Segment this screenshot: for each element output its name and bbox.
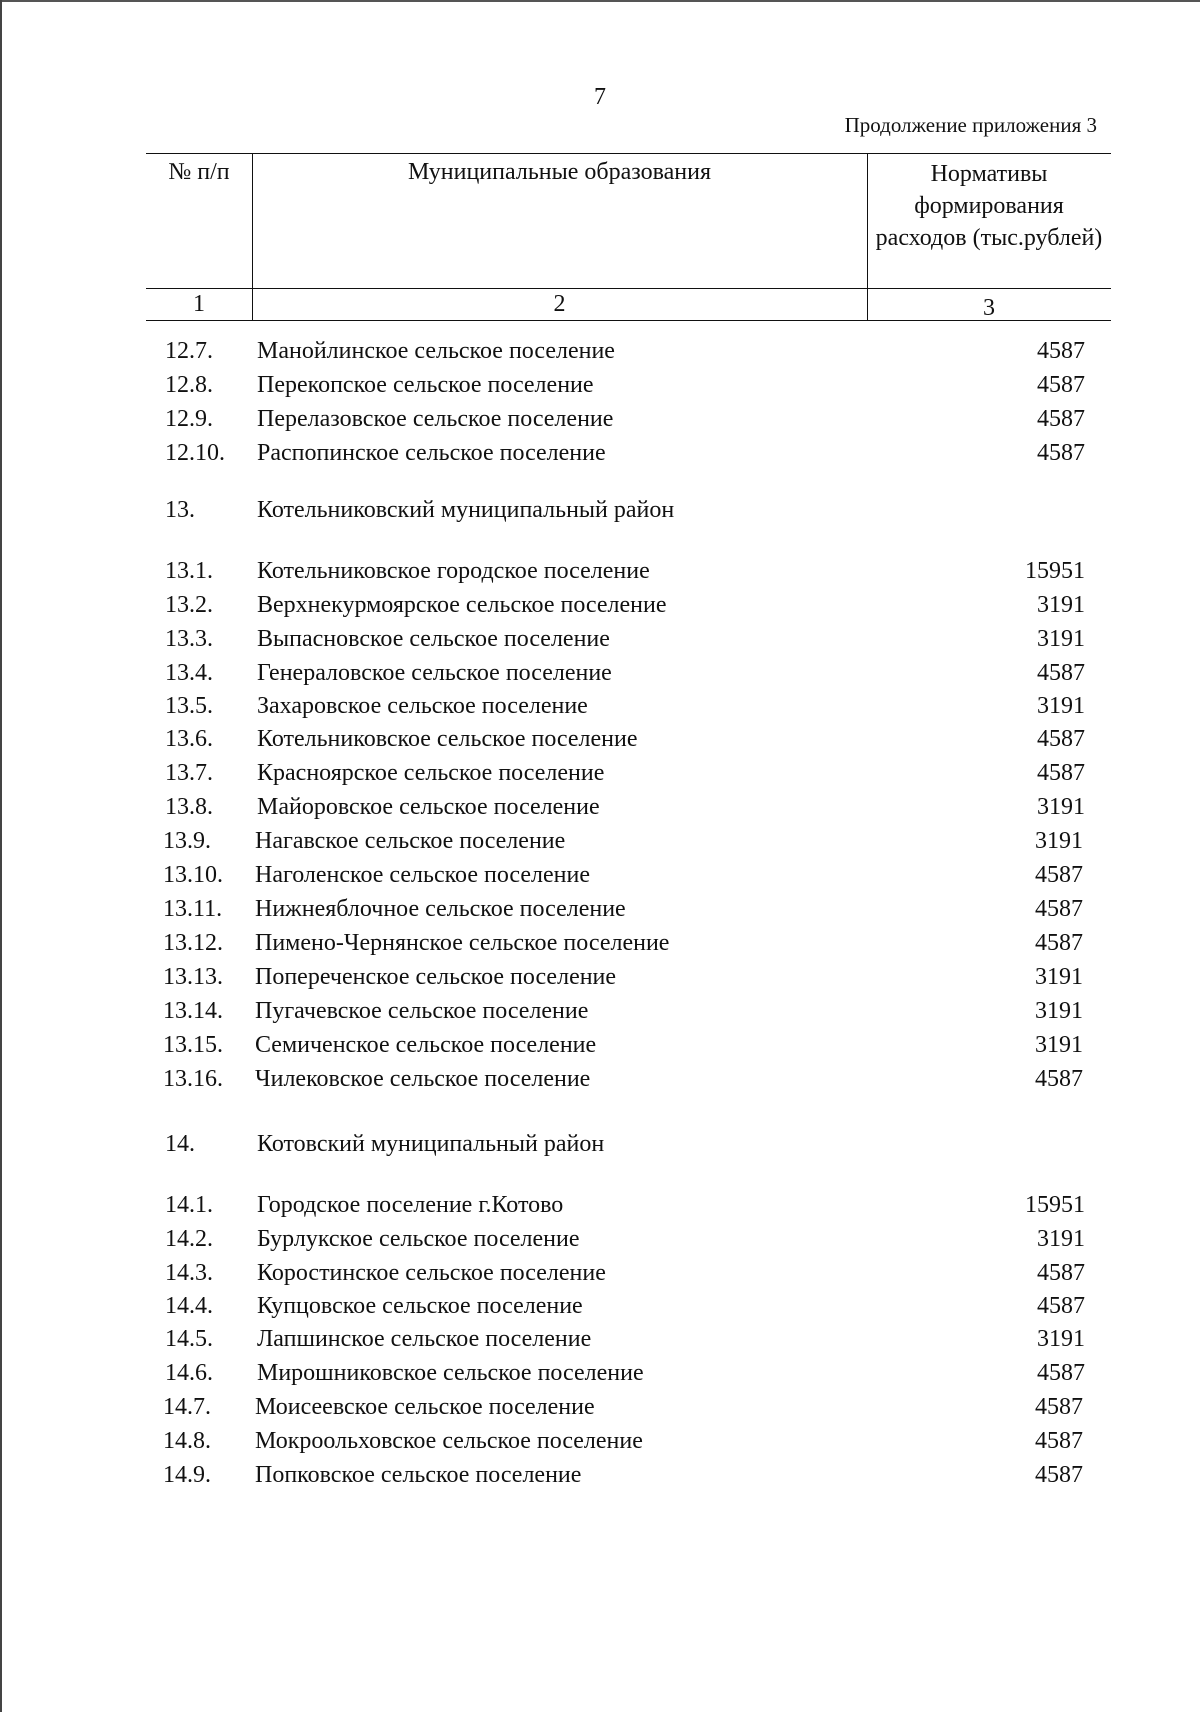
table-row xyxy=(165,757,1085,789)
row-municipality-name: Захаровское сельское поселение xyxy=(257,693,588,719)
row-norm-value: 4587 xyxy=(1035,1428,1083,1454)
table-row xyxy=(163,927,1083,959)
row-municipality-name: Перекопское сельское поселение xyxy=(257,372,594,398)
table-row xyxy=(163,1425,1083,1457)
row-number: 13. xyxy=(165,497,195,523)
table-row xyxy=(165,623,1085,655)
row-norm-value: 4587 xyxy=(1035,896,1083,922)
row-norm-value: 4587 xyxy=(1037,726,1085,752)
table-row xyxy=(165,555,1085,587)
row-municipality-name: Лапшинское сельское поселение xyxy=(257,1326,592,1352)
table-row xyxy=(163,1391,1083,1423)
row-norm-value: 15951 xyxy=(1025,558,1085,584)
table-row xyxy=(165,1357,1085,1389)
row-number: 14.7. xyxy=(163,1394,211,1420)
table-row xyxy=(165,690,1085,722)
row-number: 14.9. xyxy=(163,1462,211,1488)
row-number: 13.4. xyxy=(165,660,213,686)
row-number: 13.13. xyxy=(163,964,223,990)
table-row xyxy=(165,1189,1085,1221)
table-row xyxy=(165,657,1085,689)
row-municipality-name: Купцовское сельское поселение xyxy=(257,1293,583,1319)
row-number: 13.5. xyxy=(165,693,213,719)
row-norm-value: 4587 xyxy=(1037,1360,1085,1386)
header-col-norms: Нормативы формирования расходов (тыс.рублей) xyxy=(875,161,1103,251)
table-row xyxy=(165,1323,1085,1355)
row-municipality-name: Попереченское сельское поселение xyxy=(255,964,617,990)
row-municipality-name: Семиченское сельское поселение xyxy=(255,1032,597,1058)
table-row xyxy=(165,723,1085,755)
row-municipality-name: Котельниковское сельское поселение xyxy=(257,726,638,752)
table-row xyxy=(165,369,1085,401)
row-municipality-name: Бурлукское сельское поселение xyxy=(257,1226,580,1252)
row-norm-value: 3191 xyxy=(1037,592,1085,618)
row-municipality-name: Наголенское сельское поселение xyxy=(255,862,590,888)
table-row xyxy=(165,1223,1085,1255)
appendix-note: Продолжение приложения 3 xyxy=(844,113,1097,137)
row-municipality-name: Красноярское сельское поселение xyxy=(257,760,605,786)
row-norm-value: 4587 xyxy=(1035,1066,1083,1092)
row-number: 13.12. xyxy=(163,930,223,956)
row-norm-value: 4587 xyxy=(1037,1260,1085,1286)
header-index-1: 1 xyxy=(193,291,205,317)
row-number: 12.8. xyxy=(165,372,213,398)
row-norm-value: 4587 xyxy=(1035,1462,1083,1488)
row-norm-value: 3191 xyxy=(1035,828,1083,854)
row-number: 14.4. xyxy=(165,1293,213,1319)
row-norm-value: 3191 xyxy=(1037,1326,1085,1352)
header-index-3: 3 xyxy=(983,295,995,321)
row-municipality-name: Моисеевское сельское поселение xyxy=(255,1394,595,1420)
row-norm-value: 4587 xyxy=(1035,862,1083,888)
row-municipality-name: Майоровское сельское поселение xyxy=(257,794,600,820)
row-number: 14.6. xyxy=(165,1360,213,1386)
table-row xyxy=(163,1063,1083,1095)
row-municipality-name: Перелазовское сельское поселение xyxy=(257,406,614,432)
row-number: 14.8. xyxy=(163,1428,211,1454)
row-municipality-name: Нагавское сельское поселение xyxy=(255,828,566,854)
row-norm-value: 3191 xyxy=(1037,1226,1085,1252)
table-row xyxy=(165,494,1085,526)
row-number: 14.2. xyxy=(165,1226,213,1252)
row-municipality-name: Попковское сельское поселение xyxy=(255,1462,582,1488)
row-norm-value: 4587 xyxy=(1037,1293,1085,1319)
row-municipality-name: Чилековское сельское поселение xyxy=(255,1066,591,1092)
row-municipality-name: Городское поселение г.Котово xyxy=(257,1192,564,1218)
table-row xyxy=(165,791,1085,823)
row-municipality-name: Манойлинское сельское поселение xyxy=(257,338,615,364)
row-norm-value: 4587 xyxy=(1037,338,1085,364)
table-row xyxy=(165,403,1085,435)
header-col-number: № п/п xyxy=(168,159,230,185)
row-norm-value: 4587 xyxy=(1037,760,1085,786)
header-col-municipality: Муниципальные образования xyxy=(408,159,711,185)
row-number: 13.15. xyxy=(163,1032,223,1058)
row-municipality-name: Верхнекурмоярское сельское поселение xyxy=(257,592,667,618)
row-number: 12.10. xyxy=(165,440,225,466)
row-municipality-name: Выпасновское сельское поселение xyxy=(257,626,610,652)
row-norm-value: 4587 xyxy=(1037,372,1085,398)
row-municipality-name: Котовский муниципальный район xyxy=(257,1131,605,1157)
table-row xyxy=(163,825,1083,857)
table-row xyxy=(163,1029,1083,1061)
table-row xyxy=(163,1459,1083,1491)
row-municipality-name: Пимено-Чернянское сельское поселение xyxy=(255,930,670,956)
row-norm-value: 3191 xyxy=(1037,794,1085,820)
table-row xyxy=(163,995,1083,1027)
row-norm-value: 4587 xyxy=(1035,1394,1083,1420)
row-norm-value: 3191 xyxy=(1035,964,1083,990)
table-row xyxy=(163,859,1083,891)
row-municipality-name: Котельниковское городское поселение xyxy=(257,558,650,584)
table-row xyxy=(163,961,1083,993)
row-number: 14.3. xyxy=(165,1260,213,1286)
row-municipality-name: Мирошниковское сельское поселение xyxy=(257,1360,644,1386)
row-norm-value: 4587 xyxy=(1035,930,1083,956)
row-norm-value: 3191 xyxy=(1035,1032,1083,1058)
row-number: 14. xyxy=(165,1131,195,1157)
row-norm-value: 15951 xyxy=(1025,1192,1085,1218)
row-number: 13.8. xyxy=(165,794,213,820)
row-number: 14.5. xyxy=(165,1326,213,1352)
row-number: 13.16. xyxy=(163,1066,223,1092)
row-municipality-name: Котельниковский муниципальный район xyxy=(257,497,675,523)
row-norm-value: 3191 xyxy=(1037,693,1085,719)
row-norm-value: 3191 xyxy=(1035,998,1083,1024)
row-norm-value: 3191 xyxy=(1037,626,1085,652)
row-municipality-name: Мокроольховское сельское поселение xyxy=(255,1428,643,1454)
row-norm-value: 4587 xyxy=(1037,440,1085,466)
row-number: 13.3. xyxy=(165,626,213,652)
row-number: 13.7. xyxy=(165,760,213,786)
row-number: 13.1. xyxy=(165,558,213,584)
row-number: 13.6. xyxy=(165,726,213,752)
table-row xyxy=(165,1290,1085,1322)
row-municipality-name: Распопинское сельское поселение xyxy=(257,440,606,466)
table-row xyxy=(165,335,1085,367)
row-municipality-name: Нижнеяблочное сельское поселение xyxy=(255,896,626,922)
table-row xyxy=(165,1128,1085,1160)
row-number: 13.2. xyxy=(165,592,213,618)
row-norm-value: 4587 xyxy=(1037,660,1085,686)
row-number: 13.14. xyxy=(163,998,223,1024)
row-municipality-name: Пугачевское сельское поселение xyxy=(255,998,589,1024)
row-number: 12.9. xyxy=(165,406,213,432)
page-number: 7 xyxy=(594,84,606,110)
row-norm-value: 4587 xyxy=(1037,406,1085,432)
row-municipality-name: Генераловское сельское поселение xyxy=(257,660,612,686)
header-index-2: 2 xyxy=(553,291,566,317)
row-number: 12.7. xyxy=(165,338,213,364)
row-number: 13.9. xyxy=(163,828,211,854)
table-row xyxy=(165,1257,1085,1289)
row-number: 13.11. xyxy=(163,896,223,922)
table-row xyxy=(165,589,1085,621)
row-number: 13.10. xyxy=(163,862,223,888)
table-row xyxy=(163,893,1083,925)
row-municipality-name: Коростинское сельское поселение xyxy=(257,1260,606,1286)
table-row xyxy=(165,437,1085,469)
row-number: 14.1. xyxy=(165,1192,213,1218)
